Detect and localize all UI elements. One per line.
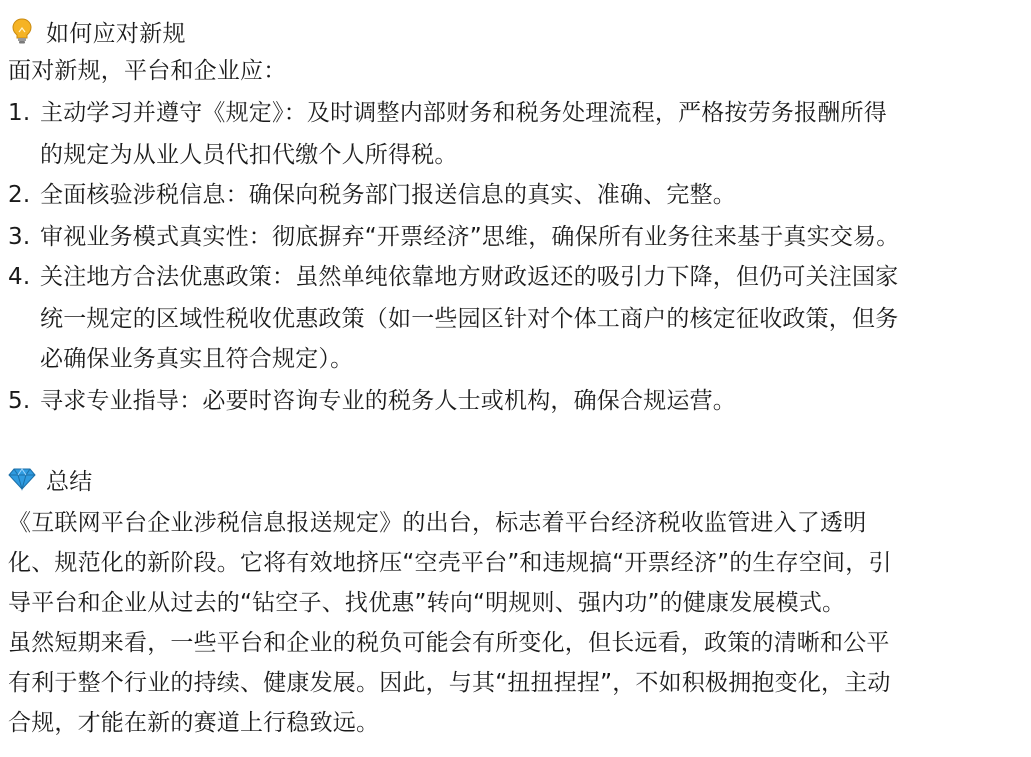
list-text: 主动学习并遵守《规定》：及时调整内部财务和税务处理流程，严格按劳务报酬所得 xyxy=(40,100,887,126)
intro-text: 面对新规，平台和企业应： xyxy=(8,58,287,84)
list-item-4 xyxy=(8,258,898,296)
section-heading-how-to-respond xyxy=(8,12,186,50)
list-item-1-continued: 的规定为从业人员代扣代缴个人所得税。 xyxy=(40,142,458,168)
list-number: 1. xyxy=(8,100,31,126)
summary-para1-line1: 《互联网平台企业涉税信息报送规定》的出台，标志着平台经济税收监管进入了透明 xyxy=(8,510,867,536)
list-item-1 xyxy=(8,94,887,132)
list-text: 寻求专业指导：必要时咨询专业的税务人士或机构，确保合规运营。 xyxy=(40,388,736,414)
summary-para1-line2: 化、规范化的新阶段。它将有效地挤压“空壳平台”和违规搞“开票经济”的生存空间，引 xyxy=(8,550,892,576)
list-item-4-continued: 统一规定的区域性税收优惠政策（如一些园区针对个体工商户的核定征收政策，但务 xyxy=(40,306,899,332)
list-number: 2. xyxy=(8,182,31,208)
summary-para1-line3: 导平台和企业从过去的“钻空子、找优惠”转向“明规则、强内功”的健康发展模式。 xyxy=(8,590,846,616)
list-number: 4. xyxy=(8,264,31,290)
summary-para2-line3: 合规，才能在新的赛道上行稳致远。 xyxy=(8,710,380,736)
section-title: 总结 xyxy=(46,468,93,495)
list-text: 全面核验涉税信息：确保向税务部门报送信息的真实、准确、完整。 xyxy=(40,182,736,208)
section-title: 如何应对新规 xyxy=(46,20,186,47)
list-item-4-continued: 必确保业务真实且符合规定）。 xyxy=(40,346,354,372)
gem-icon xyxy=(8,464,36,494)
list-item-2 xyxy=(8,176,736,214)
list-number: 5. xyxy=(8,388,31,414)
summary-para2-line2: 有利于整个行业的持续、健康发展。因此，与其“扭扭捏捏”，不如积极拥抱变化，主动 xyxy=(8,670,891,696)
section-heading-summary xyxy=(8,460,93,498)
summary-para2-line1: 虽然短期来看，一些平台和企业的税负可能会有所变化，但长远看，政策的清晰和公平 xyxy=(8,630,890,656)
list-text: 关注地方合法优惠政策：虽然单纯依靠地方财政返还的吸引力下降，但仍可关注国家 xyxy=(40,264,899,290)
lightbulb-icon xyxy=(8,16,36,46)
list-text: 审视业务模式真实性：彻底摒弃“开票经济”思维，确保所有业务往来基于真实交易。 xyxy=(40,224,900,250)
list-item-5 xyxy=(8,382,736,420)
list-item-3 xyxy=(8,218,899,256)
list-number: 3. xyxy=(8,224,31,250)
